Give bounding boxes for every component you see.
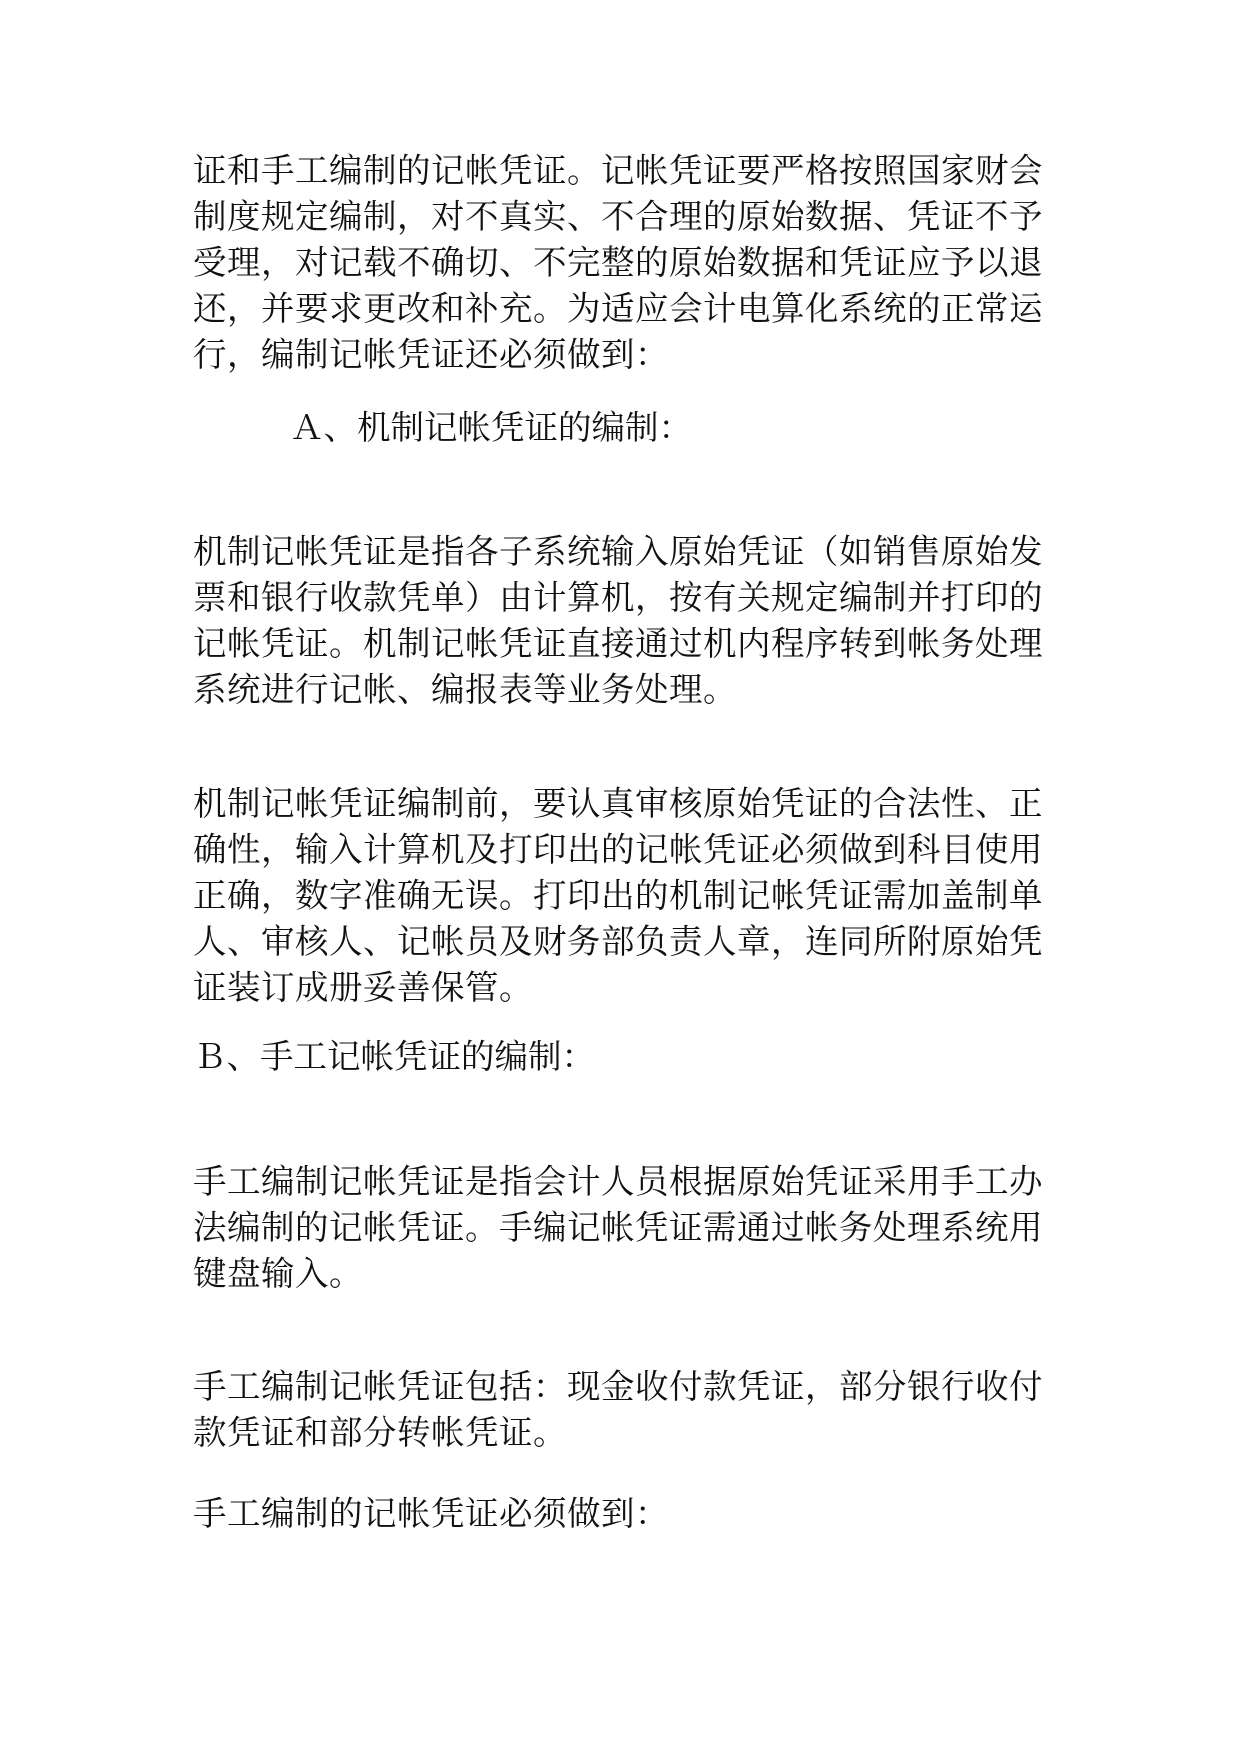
paragraph-manual-types — [193, 1364, 1043, 1456]
text-line: 机制记帐凭证是指各子系统输入原始凭证（如销售原始发 — [193, 532, 1043, 571]
paragraph-machine-definition — [193, 529, 1043, 713]
text-line: 手工编制的记帐凭证必须做到： — [193, 1494, 669, 1533]
section-heading-b: Ｂ、手工记帐凭证的编制： — [193, 1037, 595, 1076]
text-line: 确性，输入计算机及打印出的记帐凭证必须做到科目使用 — [193, 830, 1043, 869]
text-line: 受理，对记载不确切、不完整的原始数据和凭证应予以退 — [193, 243, 1043, 282]
text-line: 证装订成册妥善保管。 — [193, 968, 533, 1007]
text-line: 机制记帐凭证编制前，要认真审核原始凭证的合法性、正 — [193, 784, 1043, 823]
paragraph-intro — [193, 148, 1043, 378]
text-line: 法编制的记帐凭证。手编记帐凭证需通过帐务处理系统用 — [193, 1208, 1043, 1247]
text-line: 手工编制记帐凭证是指会计人员根据原始凭证采用手工办 — [193, 1162, 1043, 1201]
text-line: 正确，数字准确无误。打印出的机制记帐凭证需加盖制单 — [193, 876, 1043, 915]
text-line: 证和手工编制的记帐凭证。记帐凭证要严格按照国家财会 — [193, 151, 1043, 190]
text-line: 行，编制记帐凭证还必须做到： — [193, 335, 669, 374]
text-line: 手工编制记帐凭证包括：现金收付款凭证，部分银行收付 — [193, 1367, 1043, 1406]
paragraph-machine-review — [193, 781, 1043, 1011]
text-line: 款凭证和部分转帐凭证。 — [193, 1413, 567, 1452]
text-line: 制度规定编制，对不真实、不合理的原始数据、凭证不予 — [193, 197, 1043, 236]
paragraph-manual-definition — [193, 1159, 1043, 1297]
text-line: 系统进行记帐、编报表等业务处理。 — [193, 670, 737, 709]
text-line: 还，并要求更改和补充。为适应会计电算化系统的正常运 — [193, 289, 1043, 328]
text-line: 记帐凭证。机制记帐凭证直接通过机内程序转到帐务处理 — [193, 624, 1043, 663]
text-line: 票和银行收款凭单）由计算机，按有关规定编制并打印的 — [193, 578, 1043, 617]
paragraph-manual-must — [193, 1491, 1033, 1537]
text-line: 人、审核人、记帐员及财务部负责人章，连同所附原始凭 — [193, 922, 1043, 961]
text-line: 键盘输入。 — [193, 1254, 363, 1293]
section-heading-a: Ａ、机制记帐凭证的编制： — [290, 408, 692, 447]
